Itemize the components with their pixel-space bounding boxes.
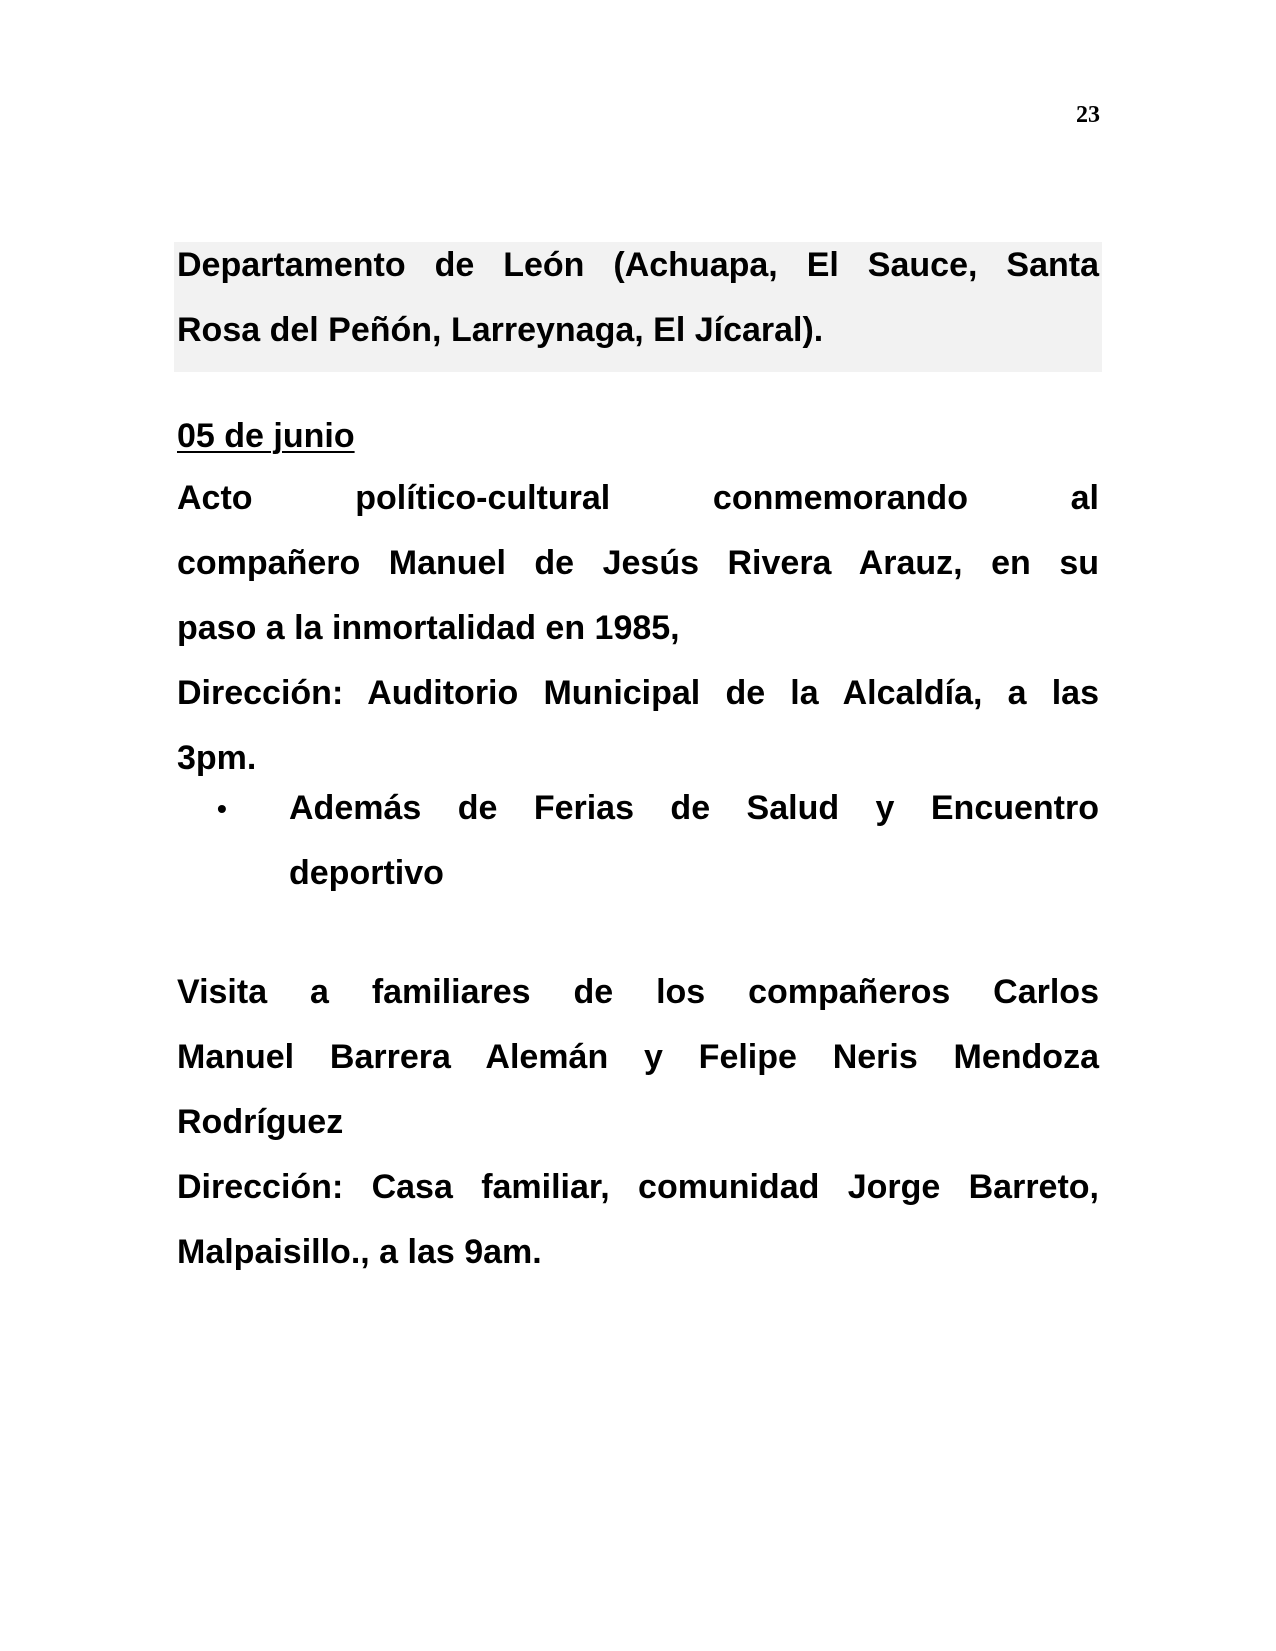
event-address-line: 3pm. [177, 739, 257, 777]
visit-address-line: Malpaisillo., a las 9am. [177, 1233, 542, 1271]
department-heading [177, 233, 1099, 363]
bullet-line: deportivo [289, 854, 444, 892]
event-date-heading: 05 de junio [177, 417, 355, 455]
visit-line: Rodríguez [177, 1103, 344, 1141]
event-line: Acto político-cultural conmemorando al [177, 479, 1099, 517]
event-line: compañero Manuel de Jesús Rivera Arauz, en su [177, 544, 1099, 582]
visit-line: Manuel Barrera Alemán y Felipe Neris Mendoza [177, 1038, 1099, 1076]
department-heading-line-1: Departamento de León (Achuapa, El Sauce, Santa [177, 246, 1099, 284]
event-description [177, 466, 1099, 791]
bullet-icon: • [217, 793, 227, 824]
page-number: 23 [1076, 102, 1100, 128]
event-line: paso a la inmortalidad en 1985, [177, 609, 680, 647]
visit-line: Visita a familiares de los compañeros Carlos [177, 973, 1099, 1011]
department-heading-line-2: Rosa del Peñón, Larreynaga, El Jícaral). [177, 311, 824, 349]
bullet-line: Además de Ferias de Salud y Encuentro [289, 789, 1099, 827]
visit-description [177, 960, 1099, 1285]
event-address-line: Dirección: Auditorio Municipal de la Alcaldía, a las [177, 674, 1099, 712]
event-date [177, 404, 1099, 469]
bullet-text [289, 776, 1099, 906]
visit-address-line: Dirección: Casa familiar, comunidad Jorge Barreto, [177, 1168, 1099, 1206]
